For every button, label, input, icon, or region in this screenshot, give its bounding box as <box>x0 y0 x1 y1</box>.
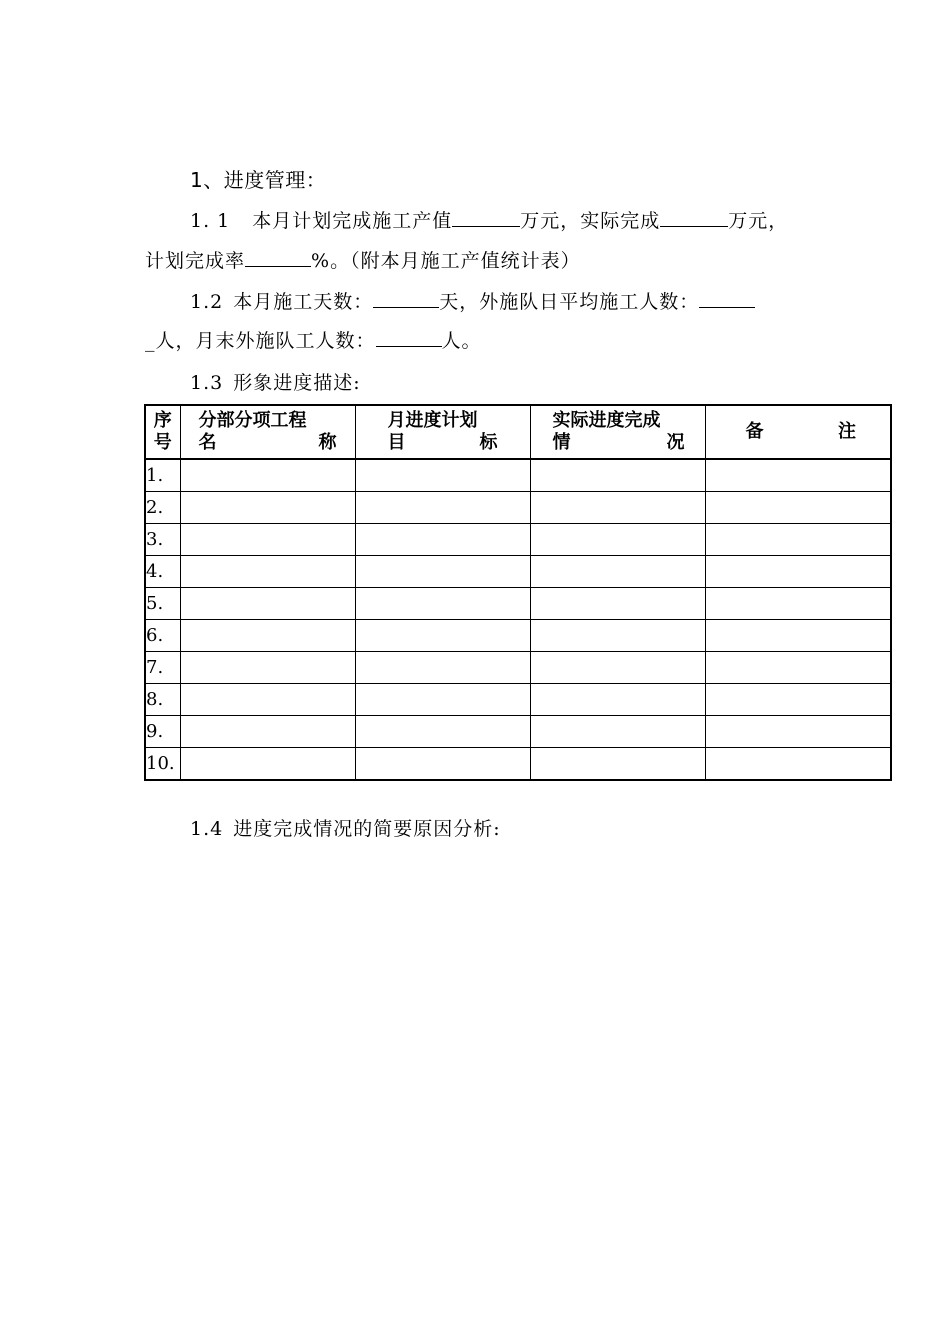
cell[interactable] <box>355 492 530 524</box>
cell[interactable] <box>355 588 530 620</box>
item-1-4-label: 1.4 <box>190 818 224 840</box>
table-row <box>145 684 891 716</box>
cell[interactable] <box>355 716 530 748</box>
table-row <box>145 524 891 556</box>
row-number: 4. <box>145 556 180 588</box>
cell[interactable] <box>705 620 891 652</box>
table-row <box>145 652 891 684</box>
cell[interactable] <box>180 684 355 716</box>
cell[interactable] <box>705 652 891 684</box>
section-heading: 1、进度管理： <box>190 168 327 192</box>
table-row <box>145 748 891 781</box>
cell[interactable] <box>355 556 530 588</box>
row-number: 7. <box>145 652 180 684</box>
cell[interactable] <box>530 492 705 524</box>
row-number: 1. <box>145 459 180 492</box>
header-actual-progress: 实际进度完成 情 况 <box>530 405 705 459</box>
item-1-2-text-d: 人。 <box>441 330 482 352</box>
progress-table <box>144 404 892 781</box>
row-number: 10. <box>145 748 180 781</box>
cell[interactable] <box>355 620 530 652</box>
cell[interactable] <box>355 748 530 781</box>
item-1-1-text-a: 本月计划完成施工产值 <box>252 210 453 232</box>
cell[interactable] <box>355 684 530 716</box>
cell[interactable] <box>530 652 705 684</box>
item-1-4-text: 进度完成情况的简要原因分析: <box>233 818 501 840</box>
cell[interactable] <box>530 524 705 556</box>
item-1-1-text-e: %。（附本月施工产值统计表） <box>311 250 581 272</box>
cell[interactable] <box>705 459 891 492</box>
row-number: 8. <box>145 684 180 716</box>
item-1-2-text-c: _人，月末外施队工人数： <box>145 330 376 352</box>
item-1-3-label: 1.3 <box>190 372 224 394</box>
cell[interactable] <box>705 588 891 620</box>
cell[interactable] <box>355 459 530 492</box>
cell[interactable] <box>530 556 705 588</box>
header-item-name: 分部分项工程 名 称 <box>180 405 355 459</box>
row-number: 2. <box>145 492 180 524</box>
item-1-1-label: 1. 1 <box>190 210 231 232</box>
cell[interactable] <box>180 588 355 620</box>
cell[interactable] <box>180 459 355 492</box>
cell[interactable] <box>530 459 705 492</box>
item-1-1-text-c: 万元， <box>728 210 789 232</box>
item-1-2-text-a: 本月施工天数： <box>233 291 374 313</box>
item-1-1-line2 <box>145 246 581 273</box>
cell[interactable] <box>530 748 705 781</box>
cell[interactable] <box>180 716 355 748</box>
cell[interactable] <box>180 556 355 588</box>
cell[interactable] <box>530 716 705 748</box>
table-row <box>145 492 891 524</box>
cell[interactable] <box>705 748 891 781</box>
cell[interactable] <box>180 620 355 652</box>
cell[interactable] <box>180 748 355 781</box>
table-header-row <box>145 405 891 459</box>
actual-output-blank[interactable] <box>660 208 728 227</box>
cell[interactable] <box>705 556 891 588</box>
cell[interactable] <box>705 492 891 524</box>
item-1-1-line1 <box>190 206 788 233</box>
table-row <box>145 459 891 492</box>
item-1-2-text-b: 天，外施队日平均施工人数： <box>439 291 700 313</box>
cell[interactable] <box>530 620 705 652</box>
row-number: 3. <box>145 524 180 556</box>
item-1-3 <box>190 368 361 395</box>
cell[interactable] <box>180 524 355 556</box>
cell[interactable] <box>180 652 355 684</box>
item-1-1-text-d: 计划完成率 <box>145 250 246 272</box>
work-days-blank[interactable] <box>373 289 439 308</box>
item-1-2-line2 <box>145 326 482 353</box>
cell[interactable] <box>355 652 530 684</box>
row-number: 6. <box>145 620 180 652</box>
table-row <box>145 620 891 652</box>
header-seq: 序 号 <box>145 405 180 459</box>
row-number: 9. <box>145 716 180 748</box>
cell[interactable] <box>530 588 705 620</box>
cell[interactable] <box>705 716 891 748</box>
item-1-2-line1 <box>190 287 755 314</box>
table-row <box>145 556 891 588</box>
table-row <box>145 716 891 748</box>
table-row <box>145 588 891 620</box>
cell[interactable] <box>180 492 355 524</box>
header-monthly-plan: 月进度计划 目 标 <box>355 405 530 459</box>
cell[interactable] <box>530 684 705 716</box>
row-number: 5. <box>145 588 180 620</box>
planned-output-blank[interactable] <box>452 208 520 227</box>
completion-rate-blank[interactable] <box>245 248 311 267</box>
cell[interactable] <box>705 524 891 556</box>
item-1-4 <box>190 814 501 841</box>
cell[interactable] <box>355 524 530 556</box>
item-1-3-text: 形象进度描述: <box>233 372 361 394</box>
month-end-workers-blank[interactable] <box>376 328 442 347</box>
item-1-2-label: 1.2 <box>190 291 224 313</box>
cell[interactable] <box>705 684 891 716</box>
avg-workers-blank[interactable] <box>699 289 755 308</box>
item-1-1-text-b: 万元，实际完成 <box>520 210 661 232</box>
header-remarks: 备 注 <box>705 405 891 459</box>
